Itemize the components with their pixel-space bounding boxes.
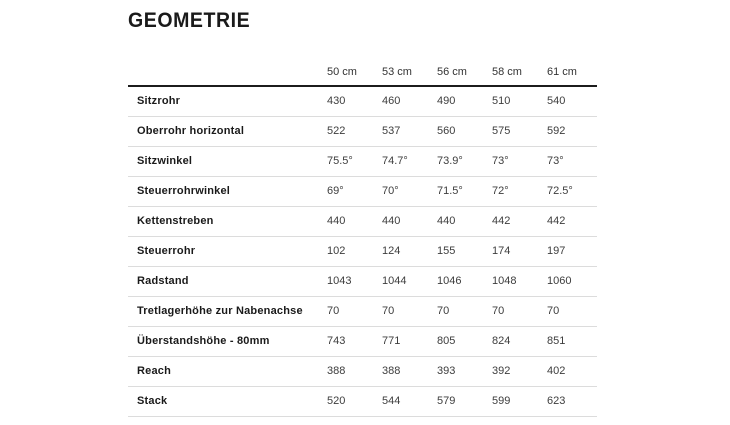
cell-value: 599 bbox=[492, 386, 547, 416]
cell-value: 174 bbox=[492, 236, 547, 266]
cell-value: 70 bbox=[437, 296, 492, 326]
cell-value: 72° bbox=[492, 176, 547, 206]
cell-value: 392 bbox=[492, 356, 547, 386]
cell-value: 805 bbox=[437, 326, 492, 356]
cell-value: 70 bbox=[327, 296, 382, 326]
cell-value: 402 bbox=[547, 356, 597, 386]
table-row bbox=[128, 86, 597, 116]
cell-value: 72.5° bbox=[547, 176, 597, 206]
cell-value: 560 bbox=[437, 116, 492, 146]
table-row bbox=[128, 296, 597, 326]
cell-value: 1043 bbox=[327, 266, 382, 296]
cell-value: 743 bbox=[327, 326, 382, 356]
cell-value: 442 bbox=[547, 206, 597, 236]
column-header-53cm: 53 cm bbox=[382, 58, 437, 86]
cell-value: 440 bbox=[437, 206, 492, 236]
cell-value: 102 bbox=[327, 236, 382, 266]
cell-value: 124 bbox=[382, 236, 437, 266]
geometry-section bbox=[128, 0, 597, 417]
row-label: Sitzrohr bbox=[128, 86, 327, 116]
cell-value: 440 bbox=[327, 206, 382, 236]
cell-value: 70 bbox=[547, 296, 597, 326]
table-row bbox=[128, 206, 597, 236]
cell-value: 1044 bbox=[382, 266, 437, 296]
table-row bbox=[128, 266, 597, 296]
row-label: Steuerrohr bbox=[128, 236, 327, 266]
cell-value: 1060 bbox=[547, 266, 597, 296]
cell-value: 73.9° bbox=[437, 146, 492, 176]
cell-value: 69° bbox=[327, 176, 382, 206]
cell-value: 440 bbox=[382, 206, 437, 236]
cell-value: 71.5° bbox=[437, 176, 492, 206]
row-label: Oberrohr horizontal bbox=[128, 116, 327, 146]
header-spacer bbox=[128, 58, 327, 86]
cell-value: 544 bbox=[382, 386, 437, 416]
table-row bbox=[128, 146, 597, 176]
row-label: Sitzwinkel bbox=[128, 146, 327, 176]
row-label: Stack bbox=[128, 386, 327, 416]
cell-value: 579 bbox=[437, 386, 492, 416]
cell-value: 522 bbox=[327, 116, 382, 146]
cell-value: 442 bbox=[492, 206, 547, 236]
row-label: Reach bbox=[128, 356, 327, 386]
cell-value: 74.7° bbox=[382, 146, 437, 176]
table-row bbox=[128, 236, 597, 266]
table-row bbox=[128, 176, 597, 206]
page-title: GEOMETRIE bbox=[128, 9, 251, 32]
row-label: Radstand bbox=[128, 266, 327, 296]
cell-value: 1048 bbox=[492, 266, 547, 296]
column-header-50cm: 50 cm bbox=[327, 58, 382, 86]
table-row bbox=[128, 356, 597, 386]
geometry-table bbox=[128, 58, 597, 417]
table-row bbox=[128, 326, 597, 356]
cell-value: 520 bbox=[327, 386, 382, 416]
cell-value: 1046 bbox=[437, 266, 492, 296]
cell-value: 70 bbox=[492, 296, 547, 326]
table-row bbox=[128, 116, 597, 146]
cell-value: 430 bbox=[327, 86, 382, 116]
cell-value: 824 bbox=[492, 326, 547, 356]
cell-value: 540 bbox=[547, 86, 597, 116]
table-row bbox=[128, 386, 597, 416]
column-header-61cm: 61 cm bbox=[547, 58, 597, 86]
cell-value: 537 bbox=[382, 116, 437, 146]
cell-value: 70 bbox=[382, 296, 437, 326]
table-body bbox=[128, 86, 597, 416]
header-row bbox=[128, 58, 597, 86]
cell-value: 73° bbox=[547, 146, 597, 176]
row-label: Überstandshöhe - 80mm bbox=[128, 326, 327, 356]
cell-value: 388 bbox=[382, 356, 437, 386]
row-label: Steuerrohrwinkel bbox=[128, 176, 327, 206]
cell-value: 575 bbox=[492, 116, 547, 146]
cell-value: 592 bbox=[547, 116, 597, 146]
cell-value: 460 bbox=[382, 86, 437, 116]
cell-value: 75.5° bbox=[327, 146, 382, 176]
cell-value: 490 bbox=[437, 86, 492, 116]
cell-value: 851 bbox=[547, 326, 597, 356]
cell-value: 388 bbox=[327, 356, 382, 386]
cell-value: 155 bbox=[437, 236, 492, 266]
cell-value: 70° bbox=[382, 176, 437, 206]
cell-value: 73° bbox=[492, 146, 547, 176]
row-label: Kettenstreben bbox=[128, 206, 327, 236]
column-header-56cm: 56 cm bbox=[437, 58, 492, 86]
column-header-58cm: 58 cm bbox=[492, 58, 547, 86]
cell-value: 623 bbox=[547, 386, 597, 416]
cell-value: 510 bbox=[492, 86, 547, 116]
table-header bbox=[128, 58, 597, 86]
row-label: Tretlagerhöhe zur Nabenachse bbox=[128, 296, 327, 326]
cell-value: 197 bbox=[547, 236, 597, 266]
cell-value: 771 bbox=[382, 326, 437, 356]
cell-value: 393 bbox=[437, 356, 492, 386]
